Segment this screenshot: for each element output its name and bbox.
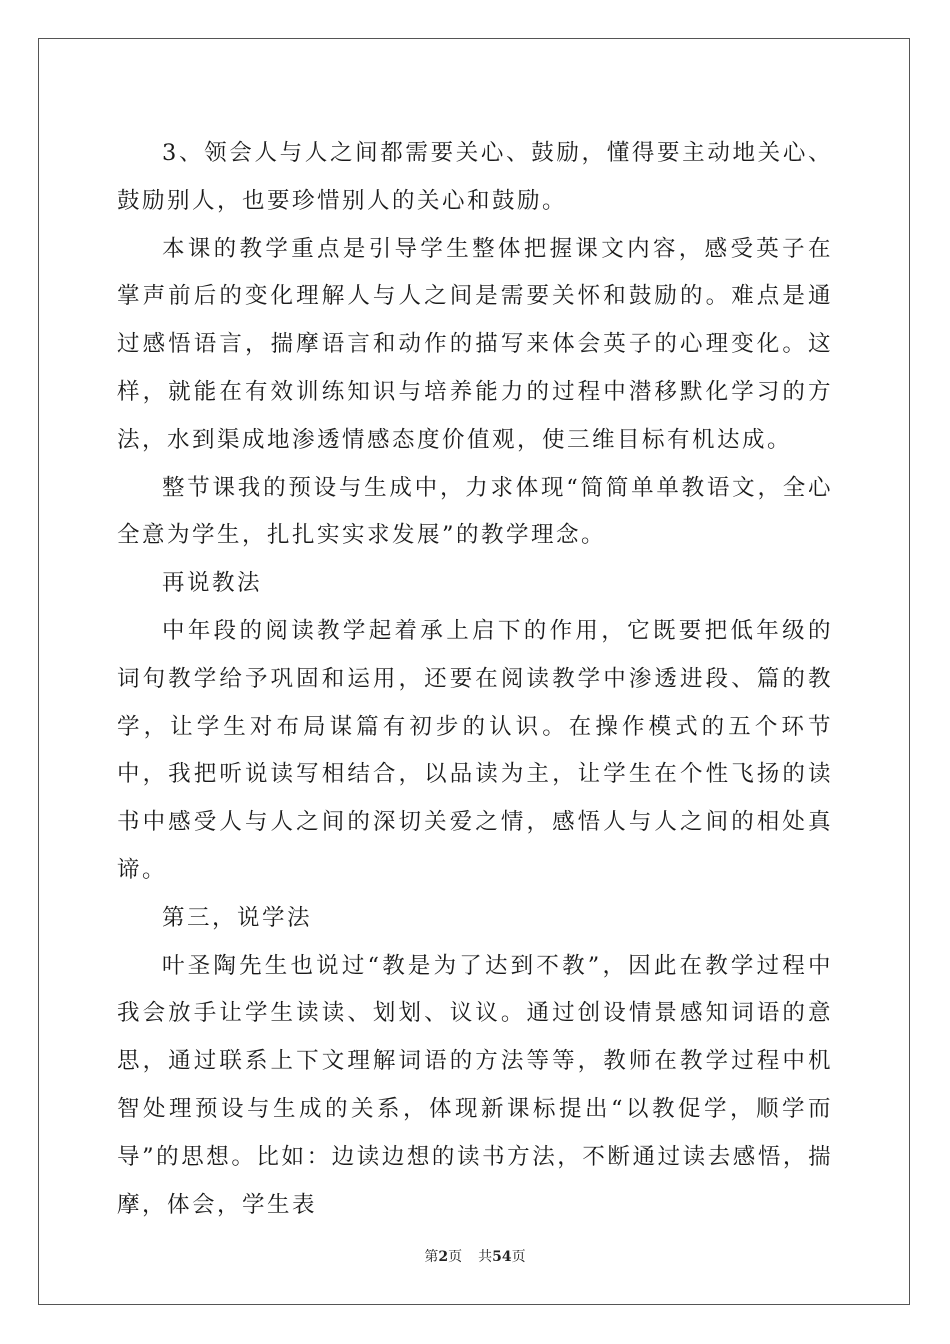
document-body [117,130,833,1229]
paragraph-teaching-concept: 整节课我的预设与生成中，力求体现“简简单单教语文，全心全意为学生，扎扎实实求发展”的教学理念。 [117,474,833,549]
footer-page-number: 2 [438,1249,449,1265]
paragraph-learning-method: 叶圣陶先生也说过“教是为了达到不教”，因此在教学过程中我会放手让学生读读、划划、议议。通过创设情景感知词语的意思，通过联系上下文理解词语的方法等等，教师在教学过程中机智处理预设与生成的关系，体现新课标提出“以教促学，顺学而导”的思想。比如：边读边想的读书方法，不断通过读去感悟，揣摩，体会，学生表 [117,952,833,1218]
heading-learning-method: 第三，说学法 [162,904,313,931]
heading-teaching-method: 再说教法 [162,570,263,597]
footer-page-suffix: 页 [448,1249,463,1265]
footer-total-prefix: 共 [478,1249,493,1265]
footer-page-prefix: 第 [424,1249,439,1265]
paragraph-key-points: 本课的教学重点是引导学生整体把握课文内容，感受英子在掌声前后的变化理解人与人之间是需要关怀和鼓励的。难点是通过感悟语言，揣摩语言和动作的描写来体会英子的心理变化。这样，就能在有效训练知识与培养能力的过程中潜移默化学习的方法，水到渠成地渗透情感态度价值观，使三维目标有机达成。 [117,235,833,453]
footer-total-suffix: 页 [511,1249,526,1265]
paragraph-goal-3: 3、领会人与人之间都需要关心、鼓励，懂得要主动地关心、鼓励别人，也要珍惜别人的关心和鼓励。 [117,140,833,214]
paragraph-teaching-method: 中年段的阅读教学起着承上启下的作用，它既要把低年级的词句教学给予巩固和运用，还要在阅读教学中渗透进段、篇的教学，让学生对布局谋篇有初步的认识。在操作模式的五个环节中，我把听说读写相结合，以品读为主，让学生在个性飞扬的读书中感受人与人之间的深切关爱之情，感悟人与人之间的相处真谛。 [117,617,833,883]
page-footer [0,1248,950,1266]
footer-total-pages: 54 [492,1249,512,1265]
